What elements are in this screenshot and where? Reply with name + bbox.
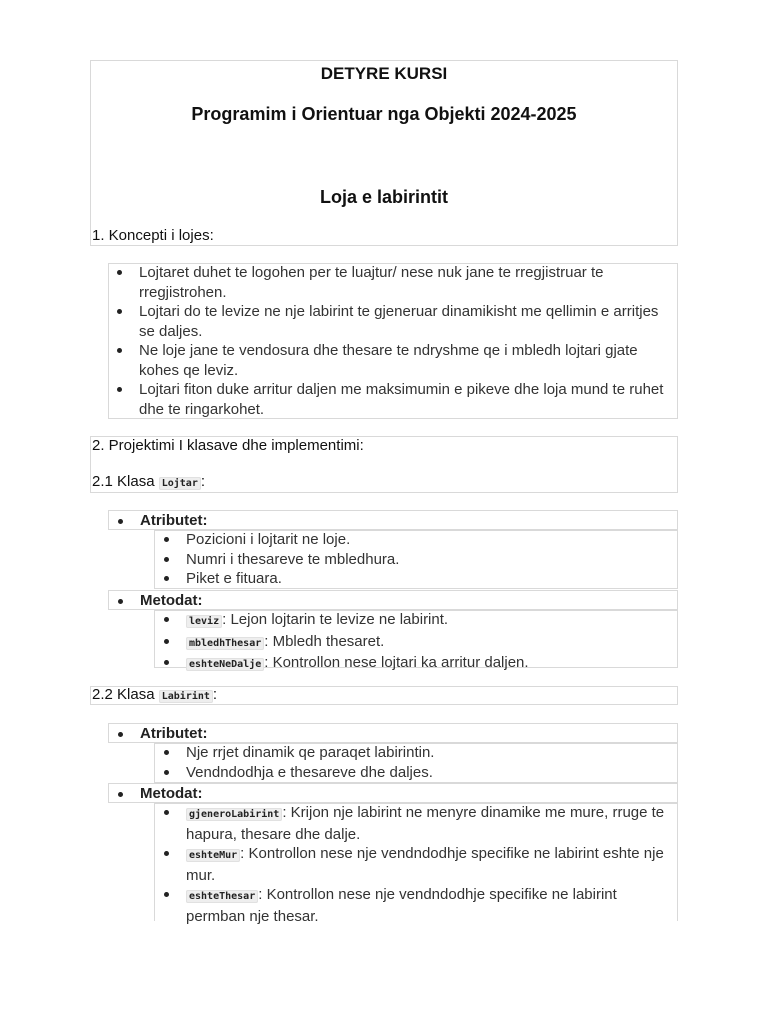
list-item: leviz : Lejon lojtarin te levize ne labirint. <box>154 610 678 632</box>
list-item: Nje rrjet dinamik qe paraqet labirintin. <box>154 743 678 763</box>
section2-title: 2. Projektimi I klasave dhe implementimi: <box>92 437 364 454</box>
class2-attributes-label: Atributet: <box>108 723 678 743</box>
list-item: Numri i thesareve te mbledhura. <box>154 550 678 570</box>
list-item: gjeneroLabirint : Krijon nje labirint ne menyre dinamike me mure, rruge te hapura, thesare dhe dalje. <box>154 803 678 844</box>
class1-heading: 2.1 Klasa Lojtar : <box>92 473 206 490</box>
list-item: Lojtaret duhet te logohen per te luajtur/ nese nuk jane te rregjistruar te rregjistrohen. <box>108 263 678 302</box>
concept-list <box>108 263 678 419</box>
list-item: eshteThesar : Kontrollon nese nje vendndodhje specifike ne labirint permban nje thesar. <box>154 885 678 926</box>
list-item: Piket e fituara. <box>154 569 678 589</box>
class2-methods-label: Metodat: <box>108 783 678 803</box>
list-item: eshteMur : Kontrollon nese nje vendndodhje specifike ne labirint eshte nje mur. <box>154 844 678 885</box>
class1-code: Lojtar <box>159 477 201 490</box>
project-title: Loja e labirintit <box>319 187 448 207</box>
list-item: Vendndodhja e thesareve dhe daljes. <box>154 763 678 783</box>
class2-methods <box>154 803 678 926</box>
class2-attributes <box>154 743 678 782</box>
class1-attributes <box>154 530 678 589</box>
list-item: Lojtari fiton duke arritur daljen me maksimumin e pikeve dhe loja mund te ruhet dhe te ringarkohet. <box>108 380 678 419</box>
list-item: mbledhThesar : Mbledh thesaret. <box>154 632 678 654</box>
class1-attributes-label: Atributet: <box>108 510 678 530</box>
class1-methods <box>154 610 678 675</box>
list-item: Pozicioni i lojtarit ne loje. <box>154 530 678 550</box>
course-title: Programim i Orientuar nga Objekti 2024-2025 <box>191 104 577 124</box>
class1-methods-label: Metodat: <box>108 590 678 610</box>
title-frame <box>90 60 678 246</box>
document-heading: DETYRE KURSI <box>320 64 448 83</box>
class2-heading: 2.2 Klasa Labirint : <box>92 686 218 703</box>
list-item: Lojtari do te levize ne nje labirint te gjeneruar dinamikisht me qellimin e arritjes se daljes. <box>108 302 678 341</box>
list-item: eshteNeDalje : Kontrollon nese lojtari ka arritur daljen. <box>154 653 678 675</box>
section1-title: 1. Koncepti i lojes: <box>92 227 214 244</box>
class2-code: Labirint <box>159 690 213 703</box>
list-item: Ne loje jane te vendosura dhe thesare te ndryshme qe i mbledh lojtari gjate kohes qe leviz. <box>108 341 678 380</box>
